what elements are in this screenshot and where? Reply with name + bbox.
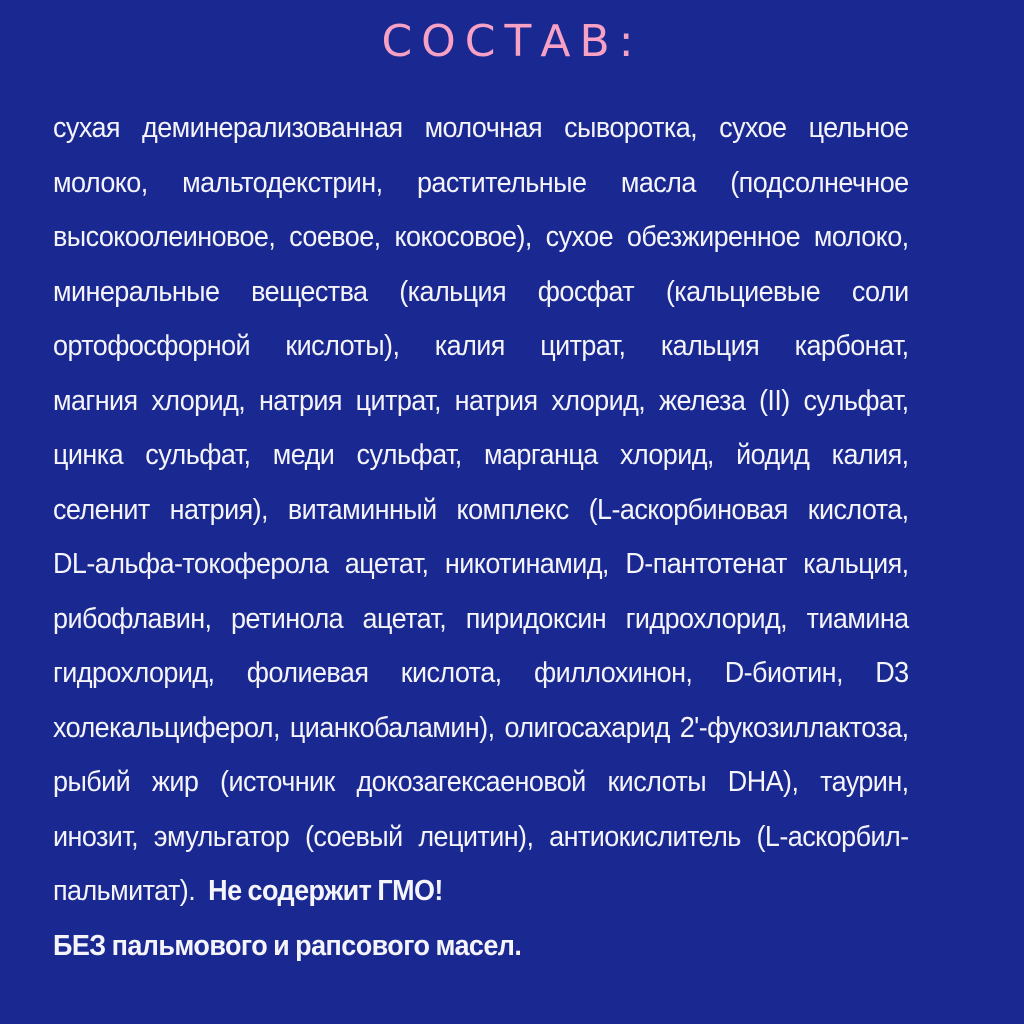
no-palm-rapeseed-note: БЕЗ пальмового и рапсового масел.: [53, 929, 522, 962]
ingredients-line: DL-альфа-токоферола ацетат, никотинамид, D-пантотенат кальция,: [53, 548, 909, 580]
ingredients-line: сухая деминерализованная молочная сыворотка, сухое цельное: [53, 112, 909, 144]
ingredients-line: молоко, мальтодекстрин, растительные масла (подсолнечное: [53, 166, 909, 199]
ingredients-line: ортофосфорной кислоты), калия цитрат, кальция карбонат,: [53, 330, 909, 362]
ingredients-line: магния хлорид, натрия цитрат, натрия хлорид, железа (II) сульфат,: [53, 384, 909, 417]
ingredients-line: холекальциферол, цианкобаламин), олигосахарид 2'-фукозиллактоза,: [53, 711, 909, 744]
ingredients-line: минеральные вещества (кальция фосфат (кальциевые соли: [53, 275, 909, 308]
ingredients-line: высокоолеиновое, соевое, кокосовое), сухое обезжиренное молоко,: [53, 221, 909, 253]
page-title: СОСТАВ:: [381, 16, 643, 67]
ingredients-text: [53, 101, 909, 973]
ingredients-line: рибофлавин, ретинола ацетат, пиридоксин гидрохлорид, тиамина: [53, 602, 909, 635]
ingredients-final-line: [53, 864, 909, 919]
ingredients-line: гидрохлорид, фолиевая кислота, филлохинон, D-биотин, D3: [53, 657, 909, 689]
ingredients-line: цинка сульфат, меди сульфат, марганца хлорид, йодид калия,: [53, 439, 909, 471]
gmo-free-note: Не содержит ГМО!: [208, 875, 443, 907]
ingredients-line: селенит натрия), витаминный комплекс (L-аскорбиновая кислота,: [53, 493, 909, 526]
ingredients-line: инозит, эмульгатор (соевый лецитин), антиокислитель (L-аскорбил-: [53, 820, 909, 853]
ingredients-final-text: пальмитат).: [53, 875, 196, 907]
ingredients-line: рыбий жир (источник докозагексаеновой кислоты DHA), таурин,: [53, 766, 909, 798]
